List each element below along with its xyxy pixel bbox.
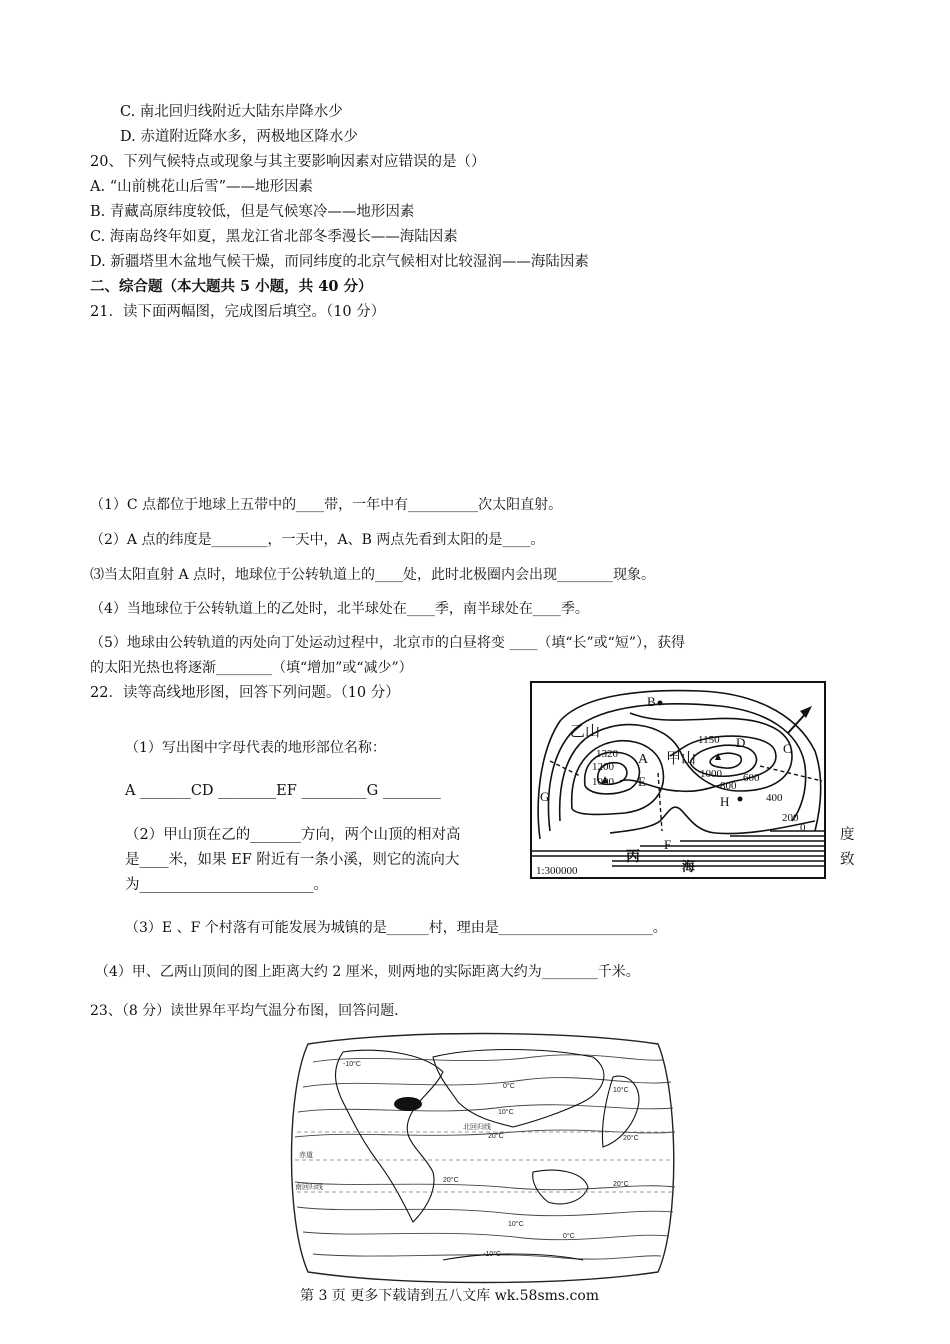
iso-label-6: 20°C [613,1181,629,1188]
iso-label-1: -10°C [343,1061,361,1068]
q22-sub3: （3）E 、F 个村落有可能发展为城镇的是______村，理由是______________________。 [125,920,667,936]
map-label-1150: 1150 [698,734,720,746]
q22-sub2-line2: 是____米，如果 EF 附近有一条小溪，则它的流向大 [125,852,460,868]
q21-sub2: （2）A 点的纬度是________，一天中，A、B 两点先看到太阳的是____。 [90,532,545,548]
map-label-600: 600 [743,772,760,784]
iso-label-7: 10°C [508,1221,524,1228]
map-label-d: D [736,735,746,750]
map-label-f: F [664,837,672,852]
map-label-sea: 海 [682,859,696,874]
q22-sub2-line1-end: 度 [840,827,855,843]
map-label-h: H [720,794,730,809]
map-label-400: 400 [766,792,783,804]
q21-sub5-line1: （5）地球由公转轨道的丙处向丁处运动过程中，北京市的白昼将变 ____（填“长”或“短”），获得 [90,635,685,651]
q20-stem: 20、下列气候特点或现象与其主要影响因素对应错误的是（） [90,154,486,170]
map-label-c: C [783,741,792,756]
map-label-yishan: 乙山 [570,724,601,740]
q21-stem: 21．读下面两幅图，完成图后填空。（10 分） [90,304,386,320]
page-footer: 第 3 页 更多下载请到五八文库 wk.58sms.com [300,1288,600,1304]
map-label-1000b: 1000 [700,768,722,780]
q19-option-c: C. 南北回归线附近大陆东岸降水少 [120,104,343,120]
lat-label-tropic-cancer: 北回归线 [463,1124,491,1131]
map-label-bing: 丙 [626,850,640,865]
map-label-1200: 1200 [592,761,614,773]
iso-label-11: 10°C [613,1087,629,1094]
map-label-a: A [638,752,649,767]
q21-sub3: ⑶当太阳直射 A 点时，地球位于公转轨道上的____处，此时北极圈内会出现________现象。 [90,567,656,583]
map-label-0: 0 [800,822,806,834]
iso-label-4: 20°C [488,1133,504,1140]
lat-label-equator: 赤道 [299,1152,313,1159]
map-label-b: B [647,694,656,709]
q23-stem: 23、（8 分）读世界年平均气温分布图，回答问题. [90,1003,399,1019]
iso-label-8: 0°C [563,1233,575,1240]
q21-sub1: （1）C 点都位于地球上五带中的____带，一年中有__________次太阳直射。 [90,497,563,513]
map-label-e: E [638,774,646,789]
map-label-800: 800 [720,780,737,792]
map-label-200: 200 [782,812,799,824]
iso-label-5: 20°C [443,1177,459,1184]
q20-option-d: D. 新疆塔里木盆地气候干燥，而同纬度的北京气候相对比较湿润——海陆因素 [90,254,589,270]
iso-label-10: 20°C [623,1135,639,1142]
q22-sub1-blanks: A _______CD ________EF _________G ________ [125,783,441,799]
world-temperature-map [283,1032,680,1284]
contour-map [530,681,826,879]
iso-label-2: 0°C [503,1083,515,1090]
q22-sub1: （1）写出图中字母代表的地形部位名称： [125,740,386,756]
map-label-jiashan: 甲山 [666,751,697,767]
map-label-1320: 1320 [596,748,618,760]
section-title: 二、综合题（本大题共 5 小题，共 40 分） [90,278,373,295]
q22-sub2-line1: （2）甲山顶在乙的_______方向，两个山顶的相对高 [125,827,461,843]
iso-label-9: -10°C [483,1251,501,1258]
q22-sub2-line3: 为________________________。 [125,877,328,893]
lat-label-tropic-capricorn: 南回归线 [295,1184,323,1191]
q22-sub4: （4）甲、乙两山顶间的图上距离大约 2 厘米，则两地的实际距离大约为________千米。 [95,964,640,980]
map-scale: 1:300000 [536,865,578,877]
q19-option-d: D. 赤道附近降水多，两极地区降水少 [120,129,358,145]
iso-label-3: 10°C [498,1109,514,1116]
tibetan-plateau-mark [394,1097,422,1111]
q21-sub5-line2: 的太阳光热也将逐渐________（填“增加”或“减少”） [90,660,413,676]
map-label-g: G [540,789,550,804]
q21-sub4: （4）当地球位于公转轨道上的乙处时，北半球处在____季，南半球处在____季。 [90,601,589,617]
q22-stem: 22．读等高线地形图，回答下列问题。（10 分） [90,685,400,701]
q20-option-c: C. 海南岛终年如夏，黑龙江省北部冬季漫长——海陆因素 [90,229,458,245]
q20-option-a: A. “山前桃花山后雪”——地形因素 [90,179,314,195]
q22-sub2-line2-end: 致 [840,852,855,868]
q20-option-b: B. 青藏高原纬度较低，但是气候寒冷——地形因素 [90,204,415,220]
map-label-1000a: 1000 [592,776,614,788]
